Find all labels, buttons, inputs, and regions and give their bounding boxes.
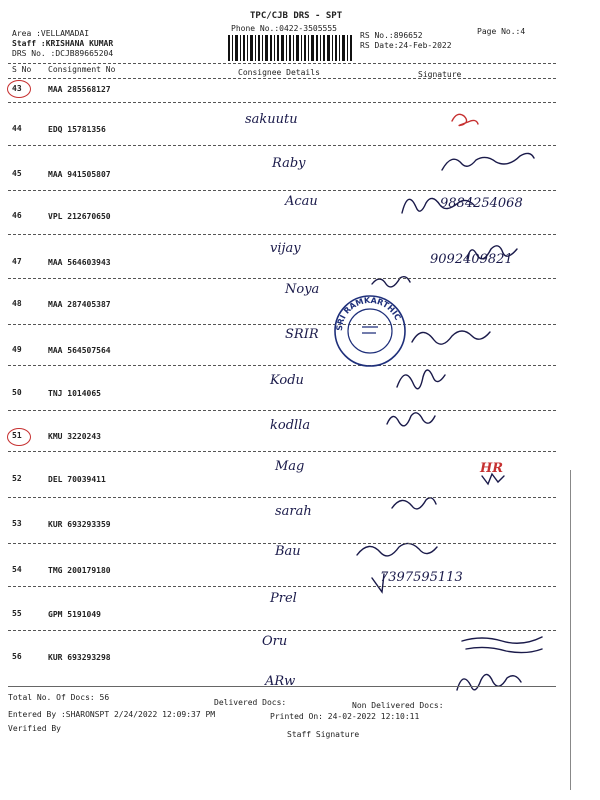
row-consignee-name: sarah bbox=[275, 504, 312, 519]
verified-by: Verified By bbox=[8, 724, 61, 733]
col-consignee: Consignee Details bbox=[238, 68, 320, 77]
row-consignee-name: Noya bbox=[285, 282, 320, 297]
row-handwritten-note: 9884254068 bbox=[440, 196, 523, 211]
row-consignee-name: Bau bbox=[275, 544, 301, 559]
row-consignment-no: MAA 564603943 bbox=[48, 258, 111, 267]
rs-number: RS No.:896652 bbox=[360, 31, 423, 40]
printed-on: Printed On: 24-02-2022 12:10:11 bbox=[270, 712, 420, 721]
col-consignment: Consignment No bbox=[48, 65, 116, 74]
row-separator bbox=[8, 410, 556, 411]
row-consignee-name: SRIR bbox=[285, 327, 319, 342]
header-rule-bottom bbox=[8, 78, 556, 79]
row-consignment-no: DEL 70039411 bbox=[48, 475, 106, 484]
row-separator bbox=[8, 234, 556, 235]
row-serial: 56 bbox=[12, 652, 22, 661]
area: Area :VELLAMADAI bbox=[12, 29, 90, 38]
row-handwritten-note: 7397595113 bbox=[380, 570, 463, 585]
row-serial: 47 bbox=[12, 257, 22, 266]
row-consignee-name: sakuutu bbox=[245, 112, 298, 127]
total-docs: Total No. Of Docs: 56 bbox=[8, 693, 110, 702]
row-separator bbox=[8, 278, 556, 279]
row-consignment-no: MAA 941505807 bbox=[48, 170, 111, 179]
phone-number: Phone No.:0422-3505555 bbox=[231, 24, 337, 33]
row-separator bbox=[8, 145, 556, 146]
row-serial: 44 bbox=[12, 124, 22, 133]
row-consignee-name: kodlla bbox=[270, 418, 311, 433]
row-serial: 53 bbox=[12, 519, 22, 528]
red-circle-mark bbox=[7, 80, 31, 98]
row-serial: 45 bbox=[12, 169, 22, 178]
row-consignment-no: KUR 693293359 bbox=[48, 520, 111, 529]
row-separator bbox=[8, 190, 556, 191]
signature-scribble bbox=[440, 150, 550, 188]
row-separator bbox=[8, 543, 556, 544]
row-consignment-no: KMU 3220243 bbox=[48, 432, 101, 441]
row-separator bbox=[8, 324, 556, 325]
entered-by: Entered By :SHARONSPT 2/24/2022 12:09:37 PM bbox=[8, 710, 216, 719]
signature-scribble bbox=[455, 668, 565, 706]
row-consignee-name: Raby bbox=[272, 156, 306, 171]
row-consignee-name: Oru bbox=[262, 634, 288, 649]
row-serial: 43 bbox=[12, 84, 22, 93]
row-consignment-no: TNJ 1014065 bbox=[48, 389, 101, 398]
row-serial: 46 bbox=[12, 211, 22, 220]
red-circle-mark bbox=[7, 428, 31, 446]
row-consignee-name: Prel bbox=[270, 591, 297, 606]
row-handwritten-note: 9092409821 bbox=[430, 252, 513, 267]
row-consignee-name: vijay bbox=[270, 241, 301, 256]
row-consignment-no: KUR 693293298 bbox=[48, 653, 111, 662]
row-consignment-no: TMG 200179180 bbox=[48, 566, 111, 575]
barcode bbox=[228, 35, 352, 61]
signature-scribble bbox=[390, 490, 500, 528]
row-separator bbox=[8, 451, 556, 452]
signature-scribble bbox=[395, 361, 505, 399]
col-sno: S No bbox=[12, 65, 32, 74]
signature-scribble bbox=[370, 566, 480, 604]
row-separator bbox=[8, 365, 556, 366]
delivered-docs: Delivered Docs: bbox=[214, 698, 287, 707]
row-consignment-no: VPL 212670650 bbox=[48, 212, 111, 221]
row-separator bbox=[8, 586, 556, 587]
staff: Staff :KRISHANA KUMAR bbox=[12, 39, 114, 48]
drs-number: DRS No. :DCJB89665204 bbox=[12, 49, 114, 58]
row-handwritten-note: HR bbox=[480, 461, 504, 476]
non-delivered-docs: Non Delivered Docs: bbox=[352, 701, 444, 710]
row-serial: 52 bbox=[12, 474, 22, 483]
row-consignee-name: Mag bbox=[275, 459, 305, 474]
row-serial: 54 bbox=[12, 565, 22, 574]
header-rule-top bbox=[8, 63, 556, 64]
row-consignment-no: MAA 285568127 bbox=[48, 85, 111, 94]
staff-signature: Staff Signature bbox=[287, 730, 360, 739]
row-separator bbox=[8, 497, 556, 498]
row-serial: 51 bbox=[12, 431, 22, 440]
row-serial: 50 bbox=[12, 388, 22, 397]
signature-scribble bbox=[410, 320, 520, 358]
scan-edge bbox=[570, 470, 571, 790]
row-consignment-no: MAA 564507564 bbox=[48, 346, 111, 355]
round-stamp bbox=[332, 293, 408, 369]
row-consignee-name: ARw bbox=[265, 674, 296, 689]
row-consignee-name: Acau bbox=[285, 194, 318, 209]
row-consignment-no: EDQ 15781356 bbox=[48, 125, 106, 134]
page-number: Page No.:4 bbox=[477, 27, 526, 36]
stamp-text: SRI RAMKARTHIC bbox=[334, 295, 403, 332]
row-serial: 49 bbox=[12, 345, 22, 354]
col-signature: Signature bbox=[418, 70, 462, 79]
doc-title: TPC/CJB DRS - SPT bbox=[250, 11, 343, 21]
row-separator bbox=[8, 630, 556, 631]
row-consignment-no: GPM 5191049 bbox=[48, 610, 101, 619]
rs-date: RS Date:24-Feb-2022 bbox=[360, 41, 452, 50]
row-serial: 55 bbox=[12, 609, 22, 618]
signature-scribble bbox=[450, 103, 560, 141]
row-separator bbox=[8, 102, 556, 103]
row-consignee-name: Kodu bbox=[270, 373, 304, 388]
footer-rule bbox=[8, 686, 556, 687]
row-serial: 48 bbox=[12, 299, 22, 308]
row-consignment-no: MAA 287405387 bbox=[48, 300, 111, 309]
